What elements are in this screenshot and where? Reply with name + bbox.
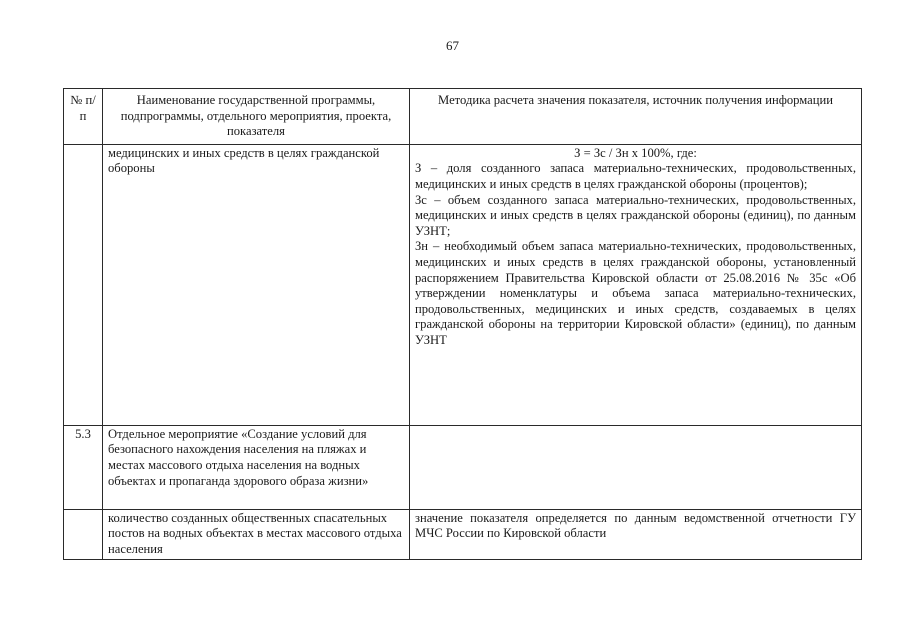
header-num: № п/п [64, 89, 103, 145]
table-row [64, 425, 862, 509]
row-name: количество созданных общественных спасательных постов на водных объектах в местах массового отдыха населения [103, 509, 410, 559]
row-num [64, 144, 103, 425]
row-num [64, 509, 103, 559]
table-header-row [64, 89, 862, 145]
indicator-table [63, 88, 862, 560]
header-name: Наименование государственной программы, подпрограммы, отдельного мероприятия, проекта, показателя [103, 89, 410, 145]
formula: З = Зс / Зн x 100%, где: [574, 145, 697, 160]
definition-zs: Зс – объем созданного запаса материально-технических, продовольственных, медицинских и иных средств в целях гражданской обороны (единиц), по данным УЗНТ; [415, 192, 856, 238]
row-name: медицинских и иных средств в целях гражданской обороны [103, 144, 410, 425]
row-method: значение показателя определяется по данным ведомственной отчетности ГУ МЧС России по Кировской области [410, 509, 862, 559]
page-number: 67 [446, 38, 459, 53]
row-num: 5.3 [64, 425, 103, 509]
row-method [410, 425, 862, 509]
table-row [64, 509, 862, 559]
row-name: Отдельное мероприятие «Создание условий для безопасного нахождения населения на пляжах и местах массового отдыха населения на водных объектах и пропаганда здорового образа жизни» [103, 425, 410, 509]
header-method: Методика расчета значения показателя, источник получения информации [410, 89, 862, 145]
row-method [410, 144, 862, 425]
definition-z: З – доля созданного запаса материально-технических, продовольственных, медицинских и иных средств в целях гражданской обороны (процентов); [415, 161, 856, 191]
definition-zn: Зн – необходимый объем запаса материально-технических, продовольственных, медицинских и иных средств в целях гражданской обороны, установленный распоряжением Правительства Кировской области от 25.08.2016 № 35с «Об утверждении номенклатуры и объема запаса материально-технических, продовольственных, медицинских и иных средств, создаваемых в целях гражданской обороны на территории Кировской области» (единиц), по данным УЗНТ [415, 239, 856, 347]
table-row [64, 144, 862, 425]
